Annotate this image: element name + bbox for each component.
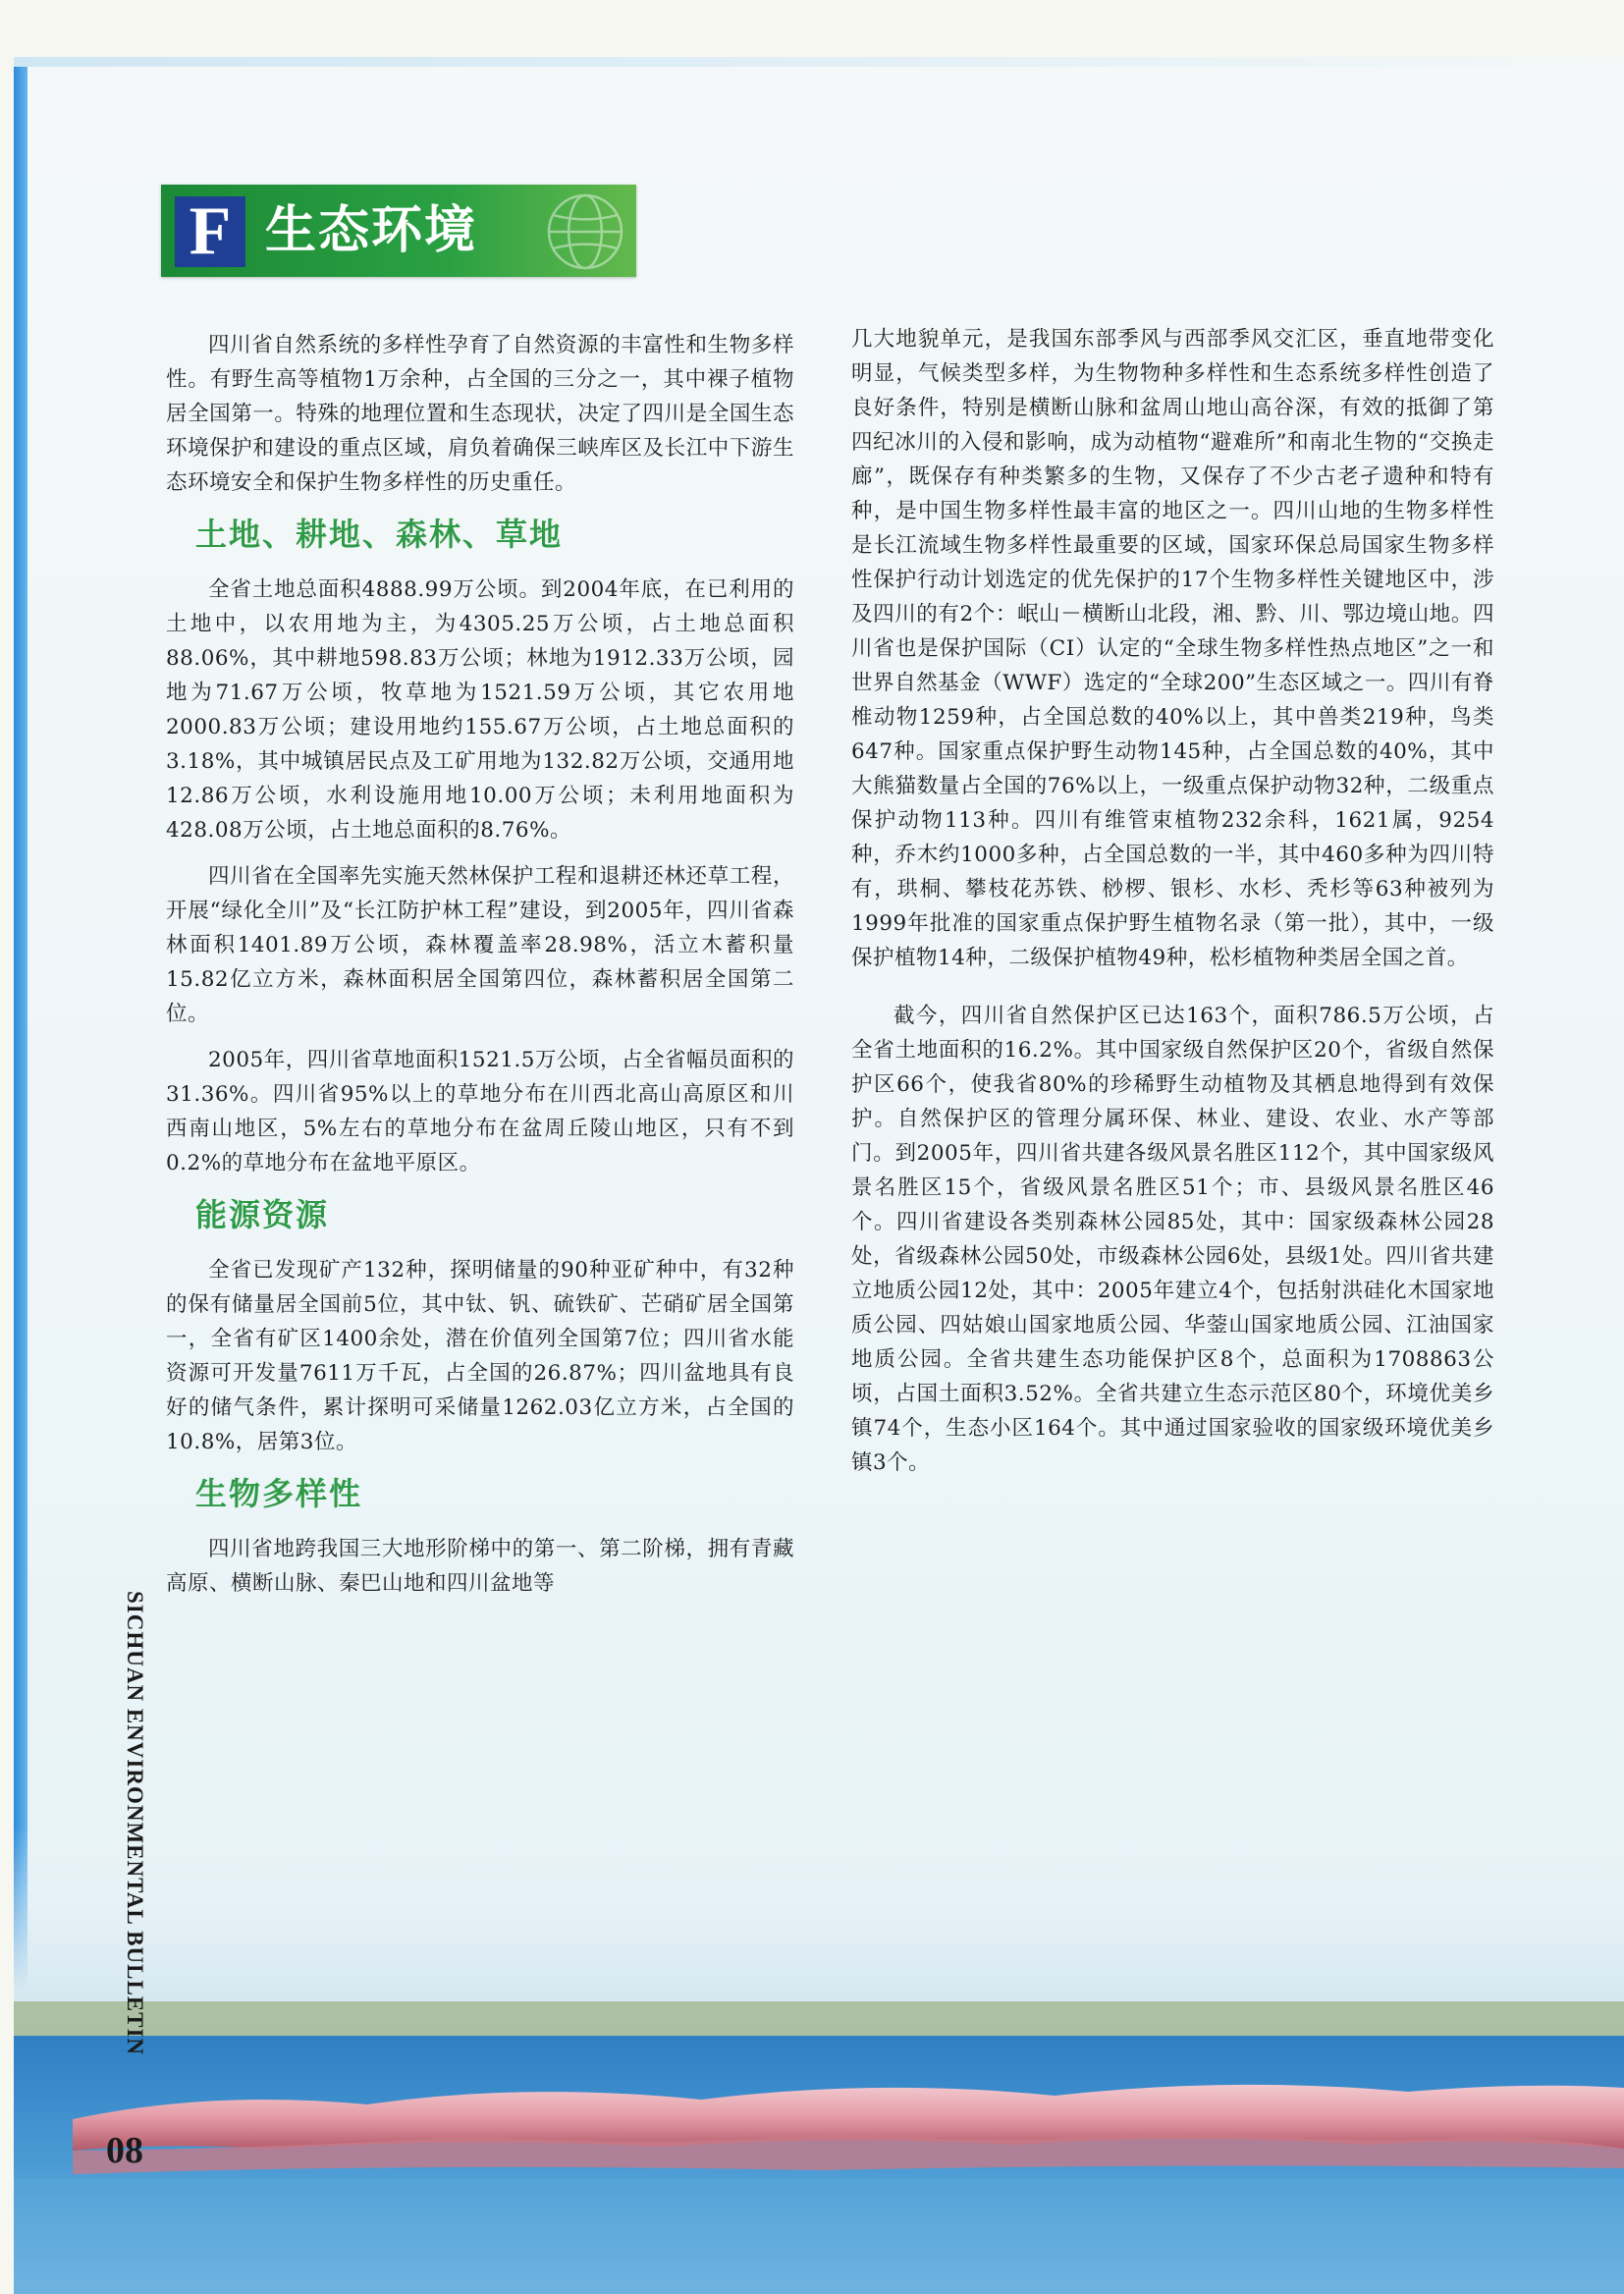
- section-letter: F: [175, 196, 245, 267]
- land-heading: 土地、耕地、森林、草地: [195, 516, 564, 553]
- bio-heading: 生物多样性: [195, 1475, 363, 1512]
- bio-paragraph-1-start: 四川省地跨我国三大地形阶梯中的第一、第二阶梯，拥有青藏高原、横断山脉、秦巴山地和四川盆地等: [166, 1537, 794, 1596]
- section-title: 生态环境: [265, 201, 478, 260]
- page-top-strip: [14, 57, 1624, 67]
- land-paragraph-3: 2005年，四川省草地面积1521.5万公顷，占全省幅员面积的31.36%。四川省95%以上的草地分布在川西北高山高原区和川西南山地区，5%左右的草地分布在盆周丘陵山地区，只有不到0.2%的草地分布在盆地平原区。: [166, 1048, 794, 1175]
- left-column: [166, 328, 794, 1612]
- page-number: 08: [106, 2130, 143, 2171]
- bio-paragraph-2: 截今，四川省自然保护区已达163个，面积786.5万公顷，占全省土地面积的16.2%。其中国家级自然保护区20个，省级自然保护区66个，使我省80%的珍稀野生动植物及其栖息地得到有效保护。自然保护区的管理分属环保、林业、建设、农业、水产等部门。到2005年，四川省共建各级风景名胜区112个，其中国家级风景名胜区15个，省级风景名胜区51个；市、县级风景名胜区46个。四川省建设各类别森林公园85处，其中：国家级森林公园28处，省级森林公园50处，市级森林公园6处，县级1处。四川省共建立地质公园12处，其中：2005年建立4个，包括射洪硅化木国家地质公园、四姑娘山国家地质公园、华蓥山国家地质公园、江油国家地质公园。全省共建生态功能保护区8个，总面积为1708863公顷，占国土面积3.52%。全省共建立生态示范区80个，环境优美乡镇74个，生态小区164个。其中通过国家验收的国家级环境优美乡镇3个。: [851, 1004, 1494, 1475]
- energy-heading: 能源资源: [195, 1196, 330, 1233]
- right-column: [851, 322, 1494, 1492]
- section-banner: [161, 185, 636, 277]
- intro-paragraph: 四川省自然系统的多样性孕育了自然资源的丰富性和生物多样性。有野生高等植物1万余种，占全国的三分之一，其中裸子植物居全国第一。特殊的地理位置和生态现状，决定了四川是全国生态环境保护和建设的重点区域，肩负着确保三峡库区及长江中下游生态环境安全和保护生物多样性的历史重任。: [166, 333, 794, 495]
- globe-icon: [544, 191, 626, 273]
- magazine-vertical-title: SICHUAN ENVIRONMENTAL BULLETIN: [123, 1591, 147, 2056]
- land-paragraph-1: 全省土地总面积4888.99万公顷。到2004年底，在已利用的土地中，以农用地为主，为4305.25万公顷，占土地总面积88.06%，其中耕地598.83万公顷；林地为1912.33万公顷，园地为71.67万公顷，牧草地为1521.59万公顷，其它农用地2000.83万公顷；建设用地约155.67万公顷，占土地总面积的3.18%，其中城镇居民点及工矿用地为132.82万公顷，交通用地12.86万公顷，水利设施用地10.00万公顷；未利用地面积为428.08万公顷，占土地总面积的8.76%。: [166, 577, 794, 843]
- bio-paragraph-1-continued: 几大地貌单元，是我国东部季风与西部季风交汇区，垂直地带变化明显，气候类型多样，为生物物种多样性和生态系统多样性创造了良好条件，特别是横断山脉和盆周山地山高谷深，有效的抵御了第四纪冰川的入侵和影响，成为动植物“避难所”和南北生物的“交换走廊”，既保存有种类繁多的生物，又保存了不少古老孑遗种和特有种，是中国生物多样性最丰富的地区之一。四川山地的生物多样性是长江流域生物多样性最重要的区域，国家环保总局国家生物多样性保护行动计划选定的优先保护的17个生物多样性关键地区中，涉及四川的有2个：岷山－横断山北段，湘、黔、川、鄂边境山地。四川省也是保护国际（CI）认定的“全球生物多样性热点地区”之一和世界自然基金（WWF）选定的“全球200”生态区域之一。四川有脊椎动物1259种，占全国总数的40%以上，其中兽类219种，鸟类647种。国家重点保护野生动物145种，占全国总数的40%，其中大熊猫数量占全国的76%以上，一级重点保护动物32种，二级重点保护动物113种。四川有维管束植物232余科，1621属，9254种，乔木约1000多种，占全国总数的一半，其中460多种为四川特有，珙桐、攀枝花苏铁、桫椤、银杉、水杉、秃杉等63种被列为1999年批准的国家重点保护野生植物名录（第一批），其中，一级保护植物14种，二级保护植物49种，松杉植物种类居全国之首。: [851, 327, 1494, 970]
- magazine-page: [14, 57, 1624, 2294]
- flamingo-lake-photo: [14, 1825, 1624, 2294]
- energy-paragraph: 全省已发现矿产132种，探明储量的90种亚矿种中，有32种的保有储量居全国前5位，其中钛、钒、硫铁矿、芒硝矿居全国第一，全省有矿区1400余处，潜在价值列全国第7位；四川省水能资源可开发量7611万千瓦，占全国的26.87%；四川盆地具有良好的储气条件，累计探明可采储量1262.03亿立方米，占全国的10.8%，居第3位。: [166, 1258, 794, 1454]
- land-paragraph-2: 四川省在全国率先实施天然林保护工程和退耕还林还草工程，开展“绿化全川”及“长江防护林工程”建设，到2005年，四川省森林面积1401.89万公顷，森林覆盖率28.98%，活立木蓄积量15.82亿立方米，森林面积居全国第四位，森林蓄积居全国第二位。: [166, 864, 794, 1026]
